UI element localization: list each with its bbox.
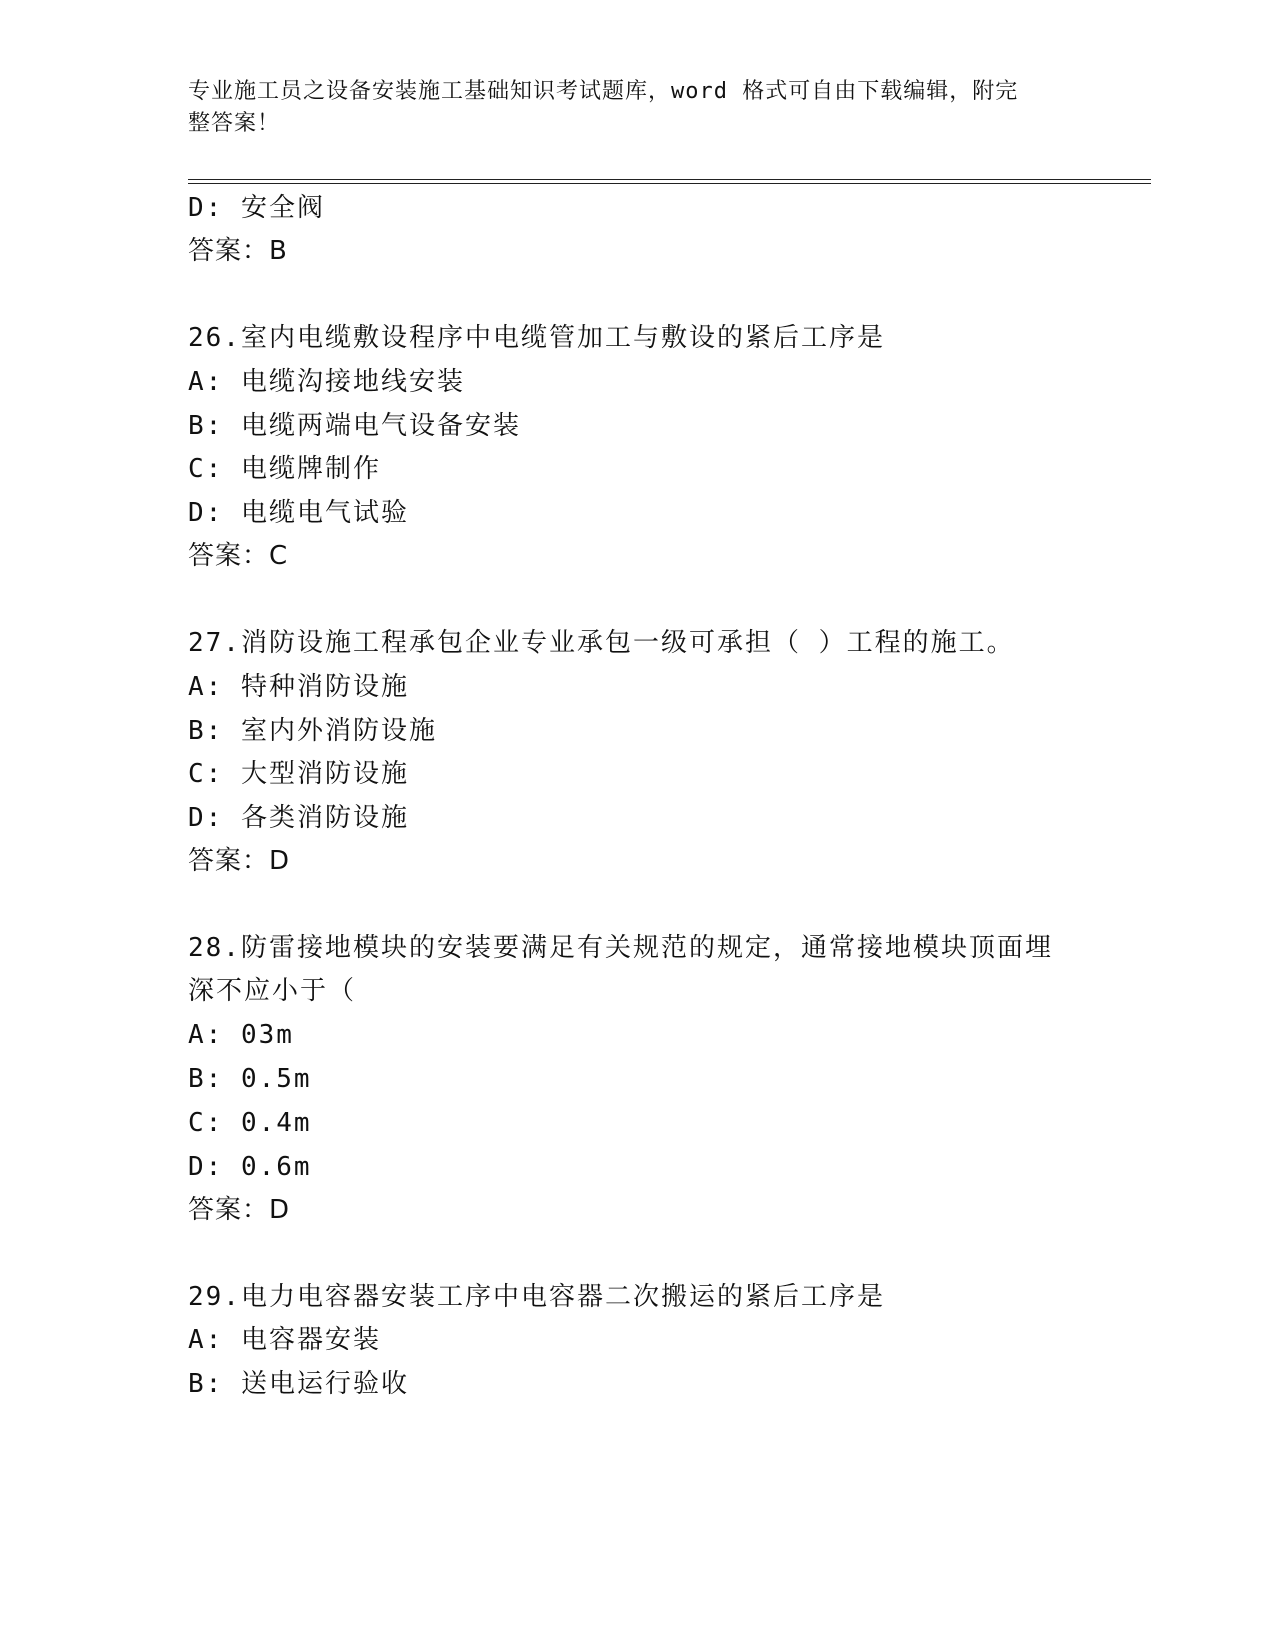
q26-option-c: C: 电缆牌制作 <box>188 454 381 484</box>
q27-option-b: B: 室内外消防设施 <box>188 716 437 746</box>
q27-option-a: A: 特种消防设施 <box>188 672 409 702</box>
q26-answer: 答案：C <box>188 541 289 571</box>
q29-question: 29.电力电容器安装工序中电容器二次搬运的紧后工序是 <box>188 1282 885 1312</box>
header-divider-bottom <box>188 183 1151 184</box>
document-header <box>188 76 1068 140</box>
q28-option-b: B: 0.5m <box>188 1064 312 1094</box>
q27-answer: 答案：D <box>188 846 291 876</box>
header-line-2: 整答案！ <box>188 111 281 136</box>
q27-option-c: C: 大型消防设施 <box>188 759 409 789</box>
prev-option-d: D: 安全阀 <box>188 193 325 223</box>
q27-option-d: D: 各类消防设施 <box>188 803 409 833</box>
q28-option-d: D: 0.6m <box>188 1152 312 1182</box>
q26-option-a: A: 电缆沟接地线安装 <box>188 367 465 397</box>
header-line-1: 专业施工员之设备安装施工基础知识考试题库，word 格式可自由下载编辑，附完 <box>188 79 1019 104</box>
q28-question-line-2: 深不应小于（ <box>188 976 357 1006</box>
q27-question: 27.消防设施工程承包企业专业承包一级可承担（ ）工程的施工。 <box>188 628 1015 658</box>
header-divider-top <box>188 179 1151 180</box>
q28-option-a: A: 03m <box>188 1020 294 1050</box>
q26-option-b: B: 电缆两端电气设备安装 <box>188 411 521 441</box>
q28-option-c: C: 0.4m <box>188 1108 312 1138</box>
q29-option-b: B: 送电运行验收 <box>188 1369 409 1399</box>
q28-question-line-1: 28.防雷接地模块的安装要满足有关规范的规定，通常接地模块顶面埋 <box>188 933 1053 963</box>
q28-answer: 答案：D <box>188 1195 291 1225</box>
q26-question: 26.室内电缆敷设程序中电缆管加工与敷设的紧后工序是 <box>188 323 885 353</box>
q29-option-a: A: 电容器安装 <box>188 1325 381 1355</box>
q26-option-d: D: 电缆电气试验 <box>188 498 409 528</box>
prev-answer: 答案：B <box>188 236 288 266</box>
